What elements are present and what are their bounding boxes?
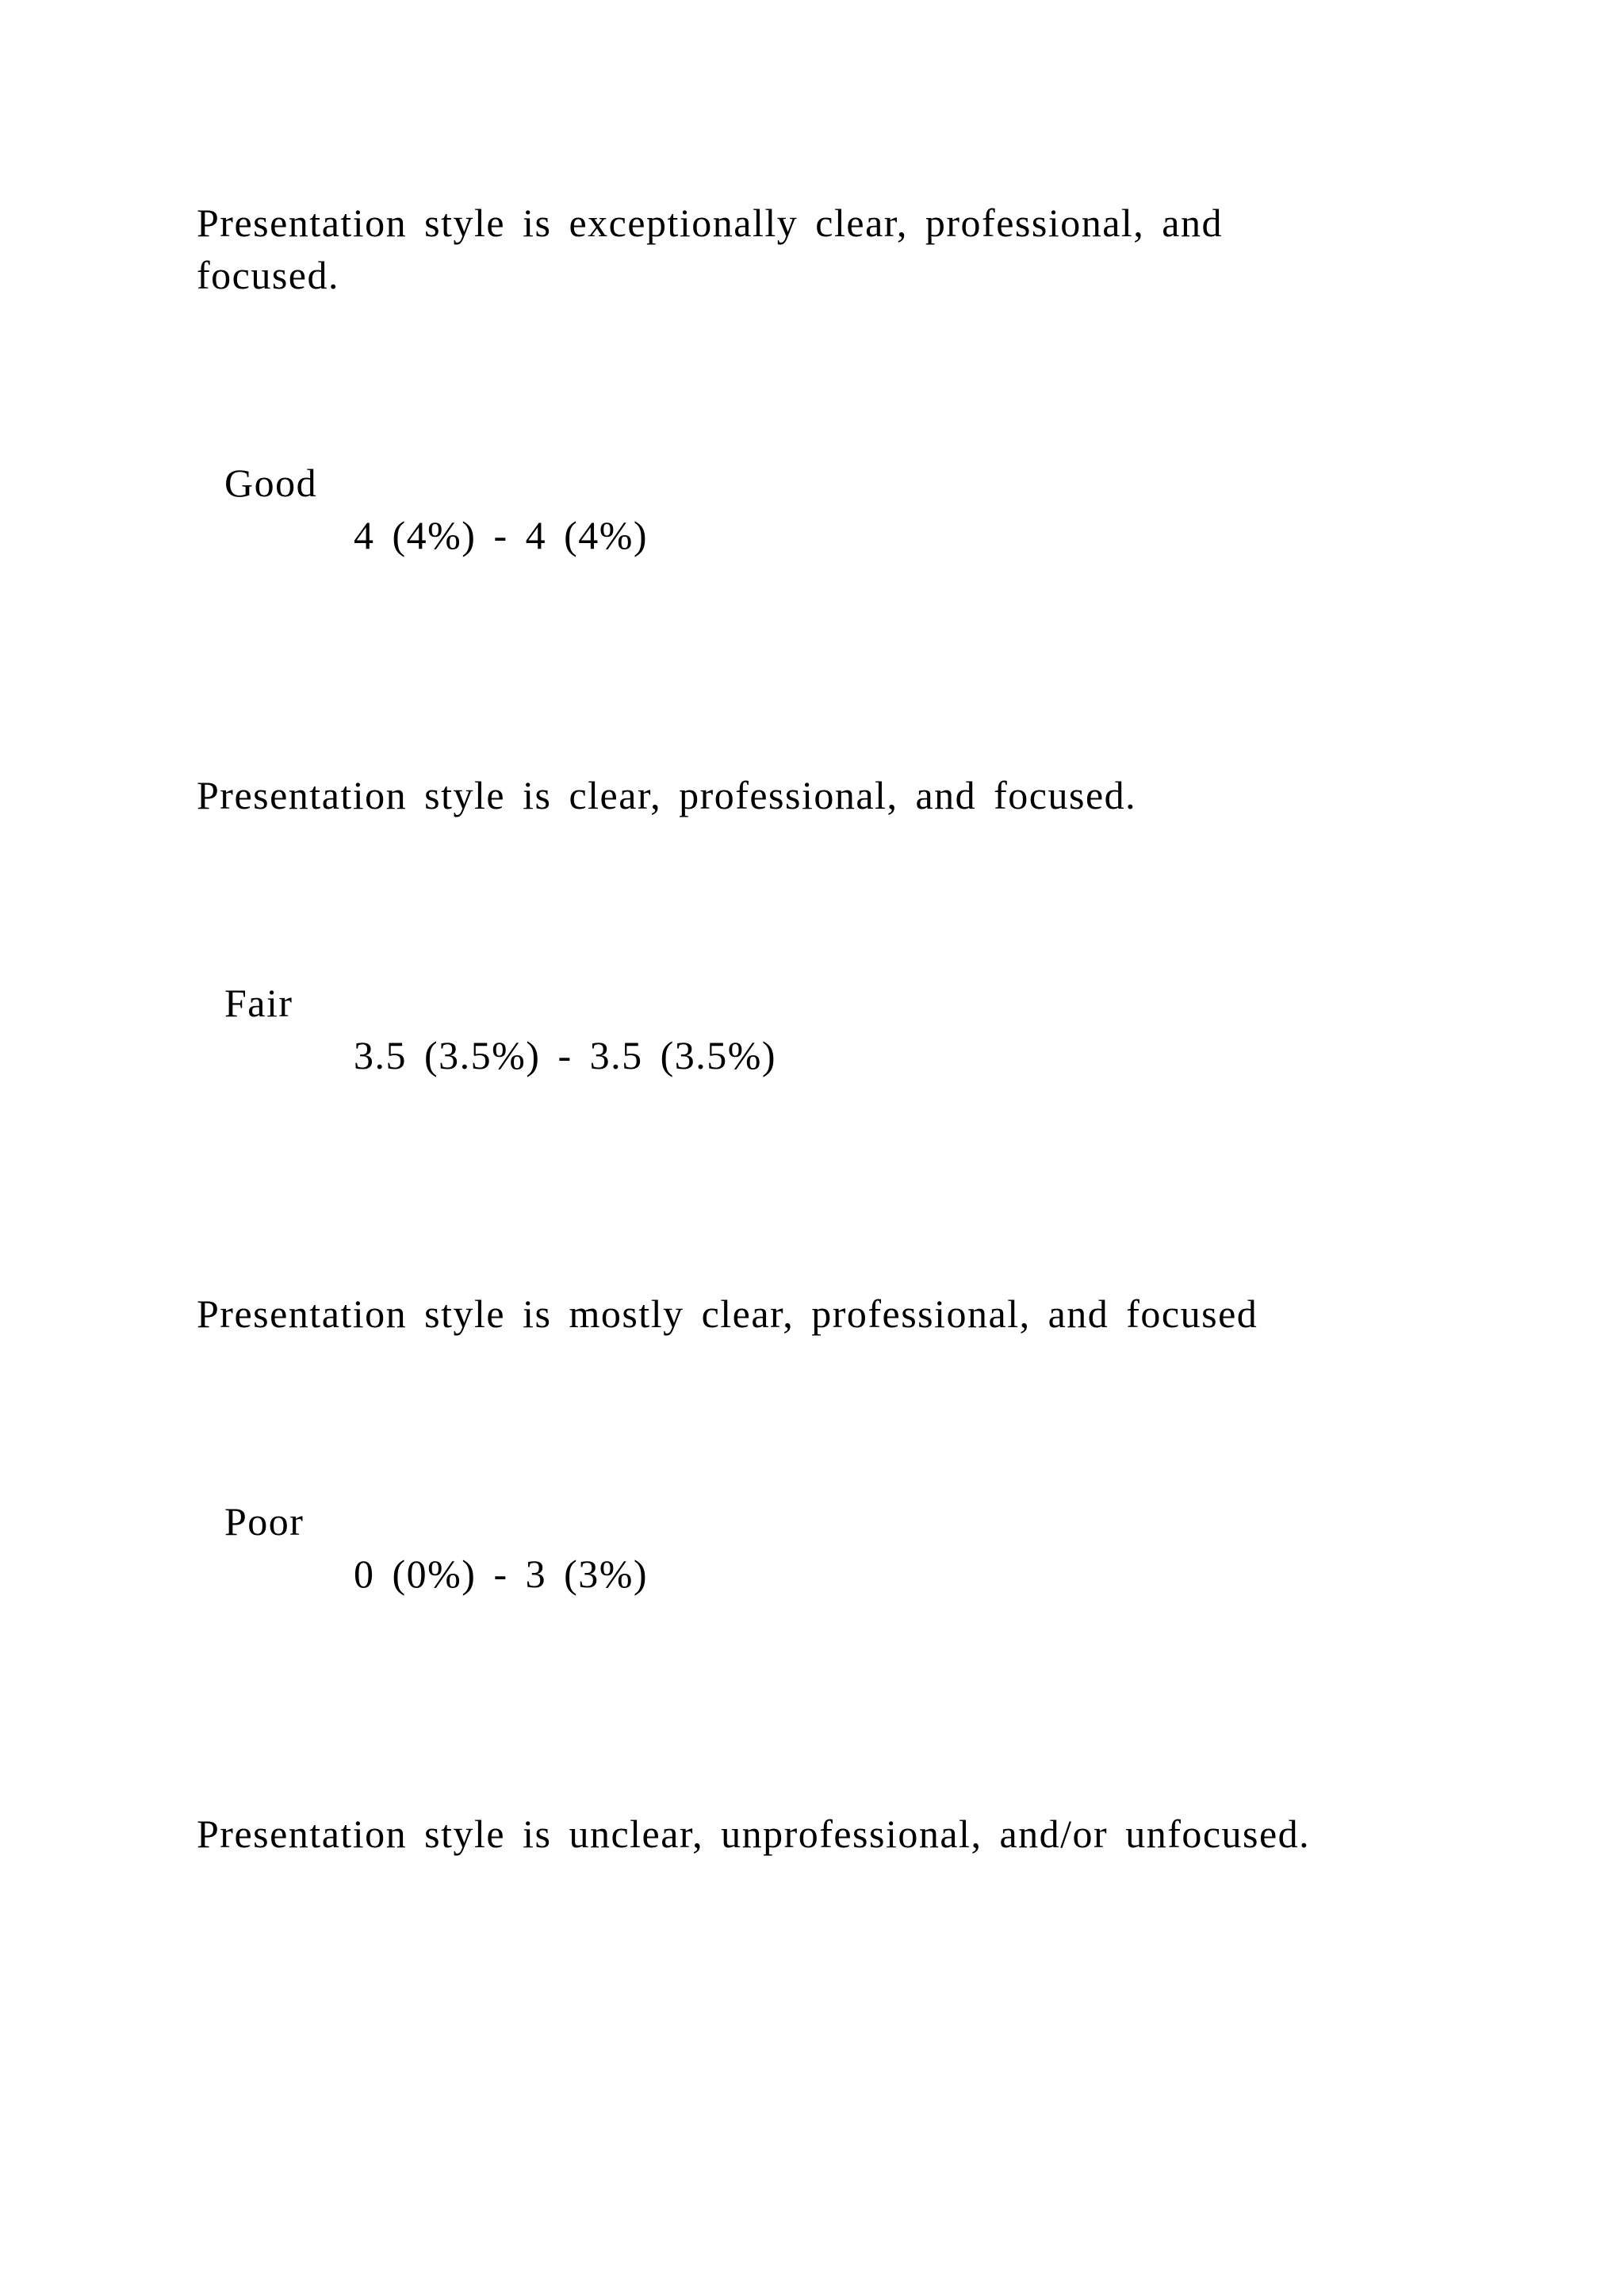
level-label-good: Good [224,461,318,505]
criterion-description-poor: Presentation style is unclear, unprofessional, and/or unfocused. [197,1812,1311,1856]
criterion-description-exemplary: Presentation style is exceptionally clear, professional, and focused. [197,201,1223,297]
level-label-fair: Fair [224,981,293,1025]
level-label-poor: Poor [224,1499,304,1544]
criterion-description-fair: Presentation style is mostly clear, professional, and focused [197,1292,1258,1336]
score-range-fair: 3.5 (3.5%) - 3.5 (3.5%) [354,1033,777,1077]
criterion-description-good: Presentation style is clear, professional, and focused. [197,773,1137,817]
score-range-good: 4 (4%) - 4 (4%) [354,513,649,557]
score-range-poor: 0 (0%) - 3 (3%) [354,1552,649,1596]
